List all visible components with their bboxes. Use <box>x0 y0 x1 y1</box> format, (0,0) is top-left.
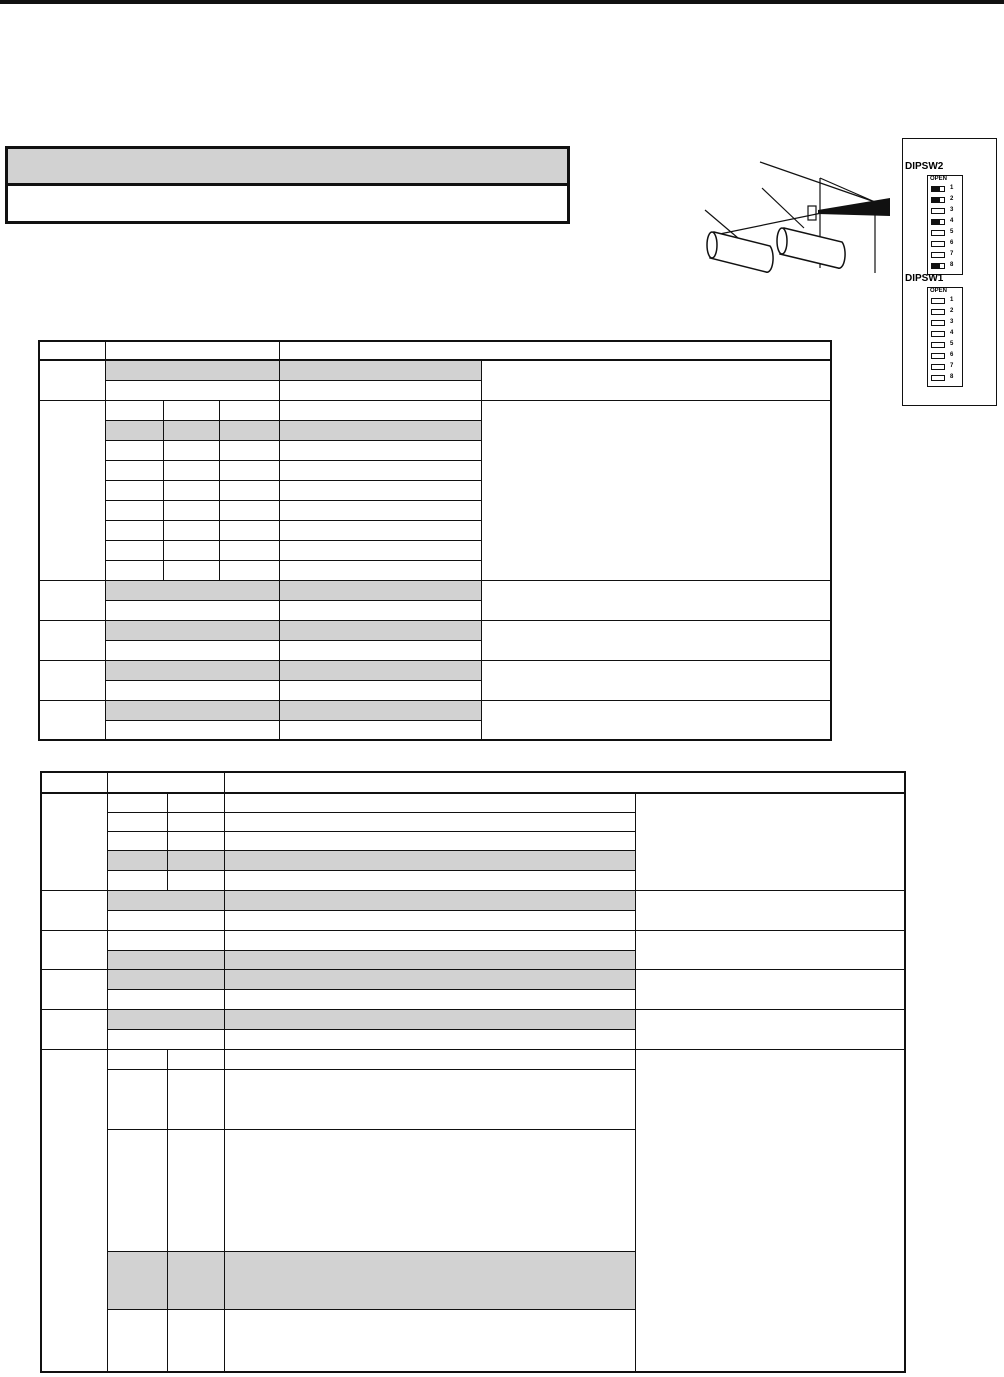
dipsw1-switch-number: 2 <box>950 308 954 314</box>
dipsw2-switch-number: 5 <box>950 229 954 235</box>
dipsw2-switch-2 <box>931 197 945 203</box>
dipsw1-switch-number: 1 <box>950 297 954 303</box>
dipsw1-switch-6 <box>931 353 945 359</box>
dipsw1-switch-8 <box>931 375 945 381</box>
table-row <box>39 700 831 720</box>
dipsw2-settings-table <box>38 340 832 741</box>
dipsw2-switch-number: 3 <box>950 207 954 213</box>
dipsw2-switch-number: 2 <box>950 196 954 202</box>
dipsw2-label: DIPSW2 <box>905 161 944 172</box>
banner-title <box>8 149 567 186</box>
dipsw2-switch-4 <box>931 219 945 225</box>
dipsw2-switch-number: 8 <box>950 262 954 268</box>
dipsw1-switch-4 <box>931 331 945 337</box>
dipsw1-block <box>927 287 963 387</box>
table-row <box>39 360 831 380</box>
table-row <box>41 1009 905 1029</box>
dipsw1-switch-number: 8 <box>950 374 954 380</box>
dipsw2-switch-number: 4 <box>950 218 954 224</box>
table-row <box>41 969 905 989</box>
dipsw1-switch-1 <box>931 298 945 304</box>
dipsw2-switch-number: 1 <box>950 185 954 191</box>
table-row <box>39 400 831 420</box>
dipsw1-switch-number: 6 <box>950 352 954 358</box>
dipsw1-settings-table <box>40 771 906 1373</box>
dipsw1-switch-number: 7 <box>950 363 954 369</box>
dipsw2-switch-number: 6 <box>950 240 954 246</box>
dipsw1-switch-3 <box>931 320 945 326</box>
connector-diagram <box>700 138 910 288</box>
table-header-row <box>39 341 831 360</box>
dipsw2-switch-number: 7 <box>950 251 954 257</box>
table-row <box>41 890 905 910</box>
dipsw1-open-label: OPEN <box>930 288 948 294</box>
dipsw1-switch-5 <box>931 342 945 348</box>
dipsw1-switch-7 <box>931 364 945 370</box>
table-row <box>41 793 905 812</box>
dipsw1-switch-2 <box>931 309 945 315</box>
table-header-row <box>41 772 905 793</box>
table-row <box>39 660 831 680</box>
section-banner <box>5 146 570 224</box>
table-row <box>41 930 905 950</box>
dipsw2-block <box>927 175 963 275</box>
table-row <box>39 580 831 600</box>
dip-switch-panel <box>902 138 997 406</box>
dipsw2-switch-5 <box>931 230 945 236</box>
dipsw2-switch-3 <box>931 208 945 214</box>
dipsw2-open-label: OPEN <box>930 176 948 182</box>
dipsw2-switch-6 <box>931 241 945 247</box>
dipsw2-switch-8 <box>931 263 945 269</box>
table-row <box>41 1049 905 1069</box>
table-row <box>39 620 831 640</box>
dipsw2-switch-7 <box>931 252 945 258</box>
dipsw1-switch-number: 3 <box>950 319 954 325</box>
dipsw2-switch-1 <box>931 186 945 192</box>
top-rule <box>0 0 1004 4</box>
dipsw1-label: DIPSW1 <box>905 273 944 284</box>
dipsw1-switch-number: 5 <box>950 341 954 347</box>
dipsw1-switch-number: 4 <box>950 330 954 336</box>
